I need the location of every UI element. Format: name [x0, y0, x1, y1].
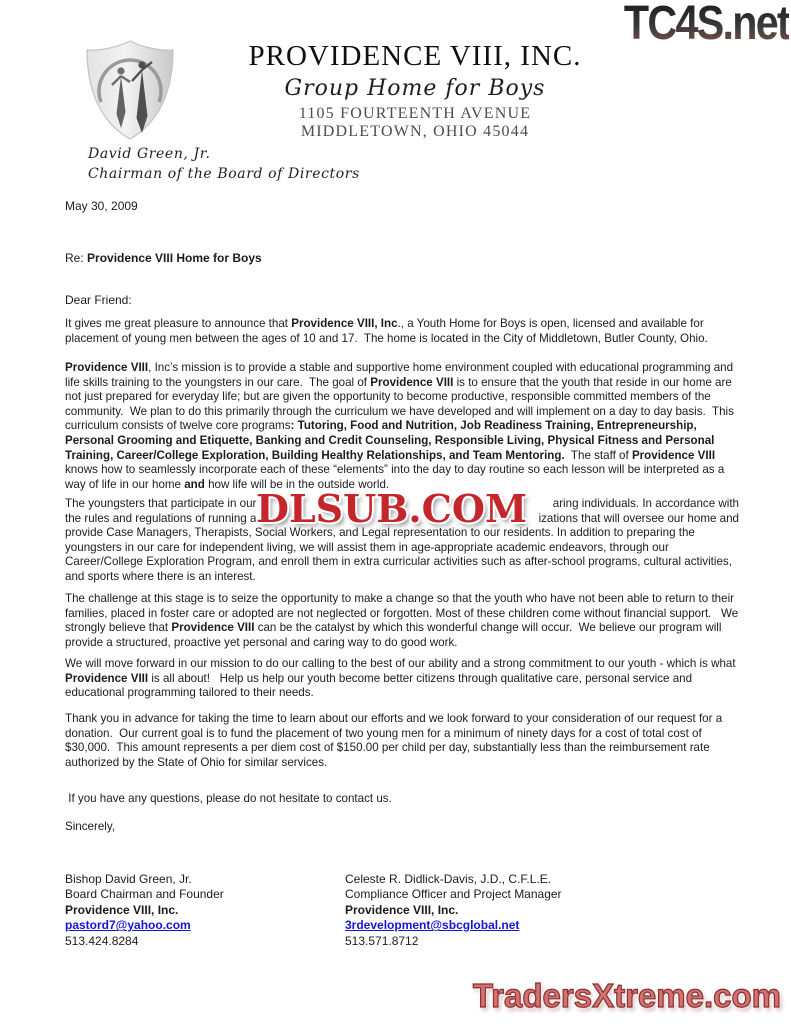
signatory-name: David Green, Jr. — [88, 146, 211, 162]
paragraph: We will move forward in our mission to do our calling to the best of our ability and a strong commitment to our youth - which is what Providence VIII is all about! Help us help our youth become better citizens through qualitative care, personal service and educational programming tailored to their needs. — [65, 657, 739, 700]
address-line-1: 1105 FOURTEENTH AVENUE — [298, 105, 532, 122]
paragraph: It gives me great pleasure to announce that Providence VIII, Inc., a Youth Home for Boys is open, licensed and available for placement of young men between the ages of 10 and 17. The home is located in the City of Middletown, Butler County, Ohio. — [65, 317, 708, 345]
signer-title: Board Chairman and Founder — [65, 887, 224, 902]
email-link-left[interactable]: pastord7@yahoo.com — [65, 918, 191, 933]
signature-block-left — [65, 872, 224, 949]
watermark-dlsub: DLSUB.COM — [256, 486, 528, 531]
paragraph: The challenge at this stage is to seize the opportunity to make a change so that the youth who have not been able to return to their families, placed in foster care or adopted are not neglected or forgotten. Most of these children come without financial support. We strongly believe that Providence VIII can be the catalyst by which this wonderful change will occur. We believe our program will provide a structured, proactive yet personal and caring way to do good work. — [65, 592, 742, 649]
signer-phone: 513.424.8284 — [65, 933, 139, 948]
signature-block-right — [345, 872, 562, 949]
company-address — [180, 105, 650, 141]
letter-date: May 30, 2009 — [65, 199, 138, 213]
signer-org: Providence VIII, Inc. — [65, 902, 179, 917]
paragraph: Providence VIII, Inc’s mission is to provide a stable and supportive home environment coupled with educational programming and life skills training to the youngsters in our care. The goal of Providence VIII is to ensure that the youth that reside in our home are not just prepared for everyday life; but are given the opportunity to become productive, responsible committed members of the community. We plan to do this primarily through the curriculum we have developed and will implement on a day to day basis. This curriculum consists of twelve core programs: Tutoring, Food and Nutrition, Job Readiness Training, Entrepreneurship, Personal Grooming and Etiquette, Banking and Credit Counseling, Responsible Living, Physical Fitness and Personal Training, Career/College Exploration, Building Healthy Relationships, and Team Mentoring. The staff of Providence VIII knows how to seamlessly incorporate each of these “elements” into the day to day routine so each lesson will be interpreted as a way of life in our home and how life will be in the outside world. — [65, 361, 738, 491]
letterhead — [180, 40, 650, 141]
paragraph: Sincerely, — [65, 820, 116, 833]
signer-org: Providence VIII, Inc. — [345, 902, 459, 917]
address-line-2: MIDDLETOWN, OHIO 45044 — [300, 123, 530, 140]
re-subject: Providence VIII Home for Boys — [87, 251, 262, 265]
watermark-tc4s: TC4S.net — [624, 0, 789, 51]
shield-logo-icon — [84, 38, 176, 142]
company-logo — [84, 38, 176, 147]
signer-title: Compliance Officer and Project Manager — [345, 887, 562, 902]
watermark-tradersxtreme: TradersXtreme.com — [472, 977, 781, 1014]
salutation: Dear Friend: — [65, 293, 132, 307]
re-line — [65, 251, 262, 265]
paragraph: Thank you in advance for taking the time to learn about our efforts and we look forward to your consideration of our request for a donation. Our current goal is to fund the placement of two young men for a minimum of ninety days for a cost of total cost of $30,000. This amount represents a per diem cost of $150.00 per child per day, substantially less than the reimbursement rate authorized by the State of Ohio for similar services. — [65, 712, 726, 769]
letterhead-signatory — [88, 144, 360, 184]
paragraph: The youngsters that participate in our aring individuals. In accordance with the rules and regulations of running a izations that will oversee our home and provide Case Managers, Therapists, Social Workers, and Legal representation to our residents. In addition to preparing the youngsters in our care for independent living, we will assist them in age-appropriate academic endeavors, through our Career/College Exploration Program, and enroll them in extra curricular activities such as after-school programs, cultural activities, and sports where there is an interest. — [65, 497, 739, 583]
signer-name: Bishop David Green, Jr. — [65, 872, 192, 886]
re-prefix: Re: — [65, 251, 88, 265]
email-link-right[interactable]: 3rdevelopment@sbcglobal.net — [345, 918, 520, 933]
signatory-title: Chairman of the Board of Directors — [88, 166, 360, 182]
signer-name: Celeste R. Didlick-Davis, J.D., C.F.L.E. — [345, 872, 552, 886]
company-tagline: Group Home for Boys — [284, 76, 546, 101]
signer-phone: 513.571.8712 — [345, 933, 419, 948]
company-name: PROVIDENCE VIII, INC. — [248, 40, 582, 72]
paragraph: If you have any questions, please do not hesitate to contact us. — [65, 792, 392, 805]
